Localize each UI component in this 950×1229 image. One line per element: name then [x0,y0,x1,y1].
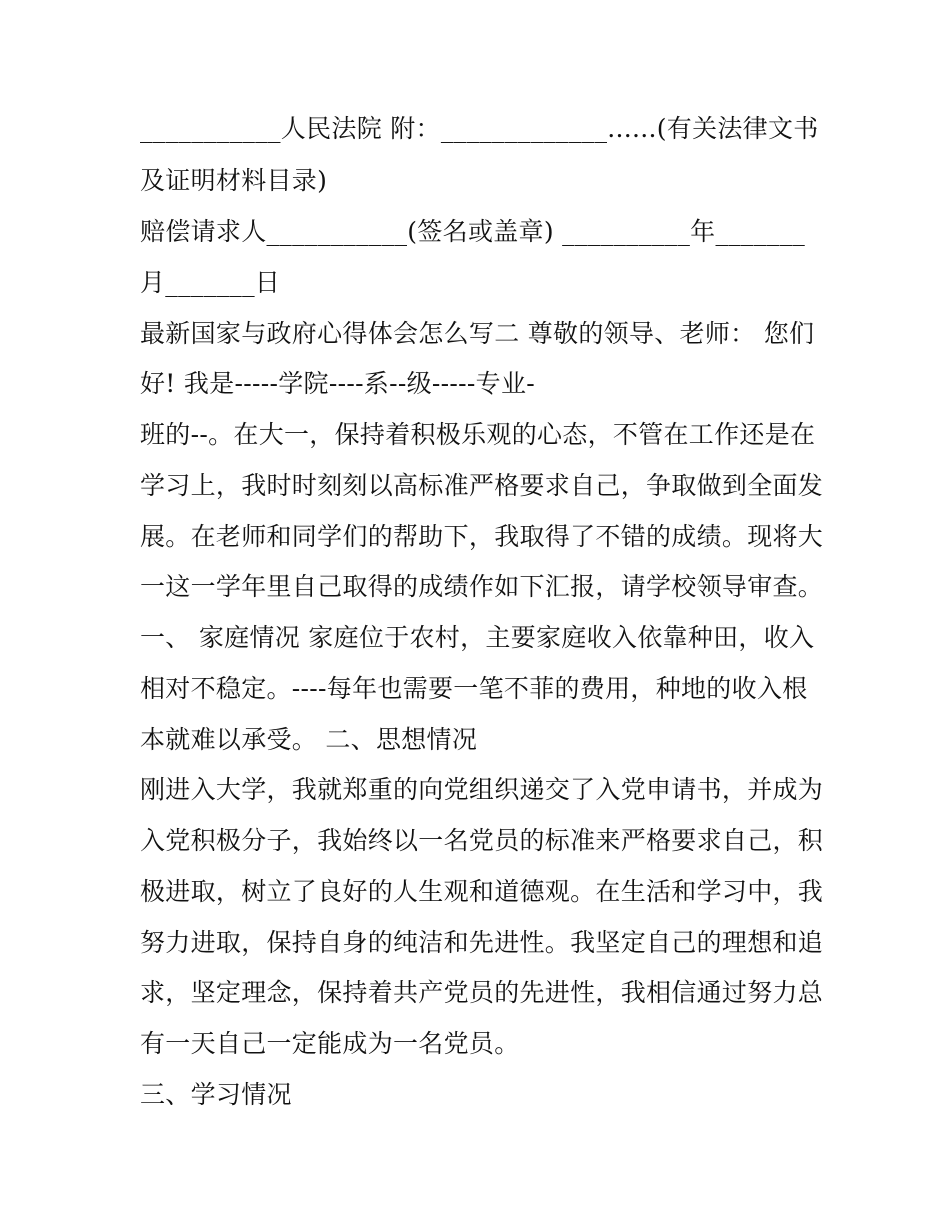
text-line: 刚进入大学，我就郑重的向党组织递交了入党申请书，并成为 [140,775,824,804]
text-line: 有一天自己一定能成为一名党员。 [140,1029,520,1058]
text-line: 极进取，树立了良好的人生观和道德观。在生活和学习中，我 [140,877,824,906]
text-line: 一这一学年里自己取得的成绩作如下汇报，请学校领导审查。 [140,572,824,601]
text-line: 好! 我是-----学院----系--级-----专业- [140,369,535,398]
text-line: 入党积极分子，我始终以一名党员的标准来严格要求自己，积 [140,826,824,855]
text-line: 月_______日 [140,268,281,297]
text-line: 学习上，我时时刻刻以高标准严格要求自己，争取做到全面发 [140,471,824,500]
text-line: 相对不稳定。----每年也需要一笔不菲的费用，种地的收入根 [140,674,808,703]
text-line: 班的--。在大一，保持着积极乐观的心态，不管在工作还是在 [140,420,816,449]
text-line: 赔偿请求人___________(签名或盖章) __________年_______ [140,217,806,246]
text-line: 最新国家与政府心得体会怎么写二 尊敬的领导、老师： 您们 [140,319,815,348]
text-line: 一、 家庭情况 家庭位于农村，主要家庭收入依靠种田，收入 [140,623,815,652]
text-line: 展。在老师和同学们的帮助下，我取得了不错的成绩。现将大 [140,522,824,551]
text-line: 及证明材料目录) [140,166,328,195]
text-line: 求，坚定理念，保持着共产党员的先进性，我相信通过努力总 [140,978,824,1007]
text-line: 本就难以承受。 二、思想情况 [140,725,478,754]
text-line: ___________人民法院 附：_____________......(有关法律文书 [140,114,819,143]
text-line: 努力进取，保持自身的纯洁和先进性。我坚定自己的理想和追 [140,928,824,957]
section-heading: 三、学习情况 [140,1080,292,1109]
